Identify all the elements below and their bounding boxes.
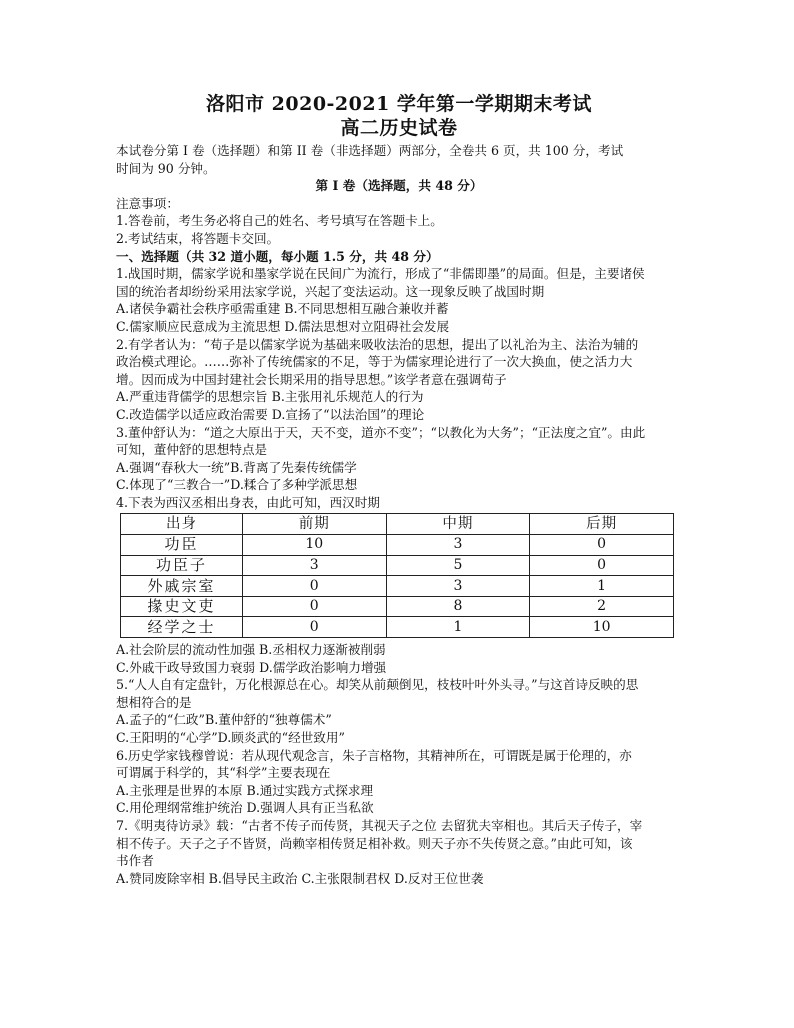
table-row [121, 617, 674, 638]
question-text: 国的统治者却纷纷采用法家学说，兴起了变法运动。这一现象反映了战国时期 [116, 283, 545, 299]
question-options: C.儒家顺应民意成为主流思想 D.儒法思想对立阻碍社会发展 [116, 318, 450, 334]
question-options: C.体现了“三教合一”D.糅合了多种学派思想 [116, 477, 358, 493]
notes-heading: 注意事项： [116, 195, 179, 211]
question-6 [116, 747, 682, 817]
table-cell: 0 [530, 555, 674, 576]
question-options: A.诸侯争霸社会秩序亟需重建 B.不同思想相互融合兼收并蓄 [116, 301, 449, 317]
question-options: C.王阳明的“心学”D.顾炎武的“经世致用” [116, 730, 345, 745]
table-cell: 0 [242, 617, 386, 638]
question-text: 1.战国时期，儒家学说和墨家学说在民间广为流行，形成了“非儒即墨”的局面。但是，主要诸侯 [116, 266, 645, 282]
table-cell: 外戚宗室 [121, 576, 243, 597]
question-text: 6.历史学家钱穆曾说：若从现代观念言，朱子言格物，其精神所在，可谓既是属于伦理的，亦 [116, 747, 632, 763]
table-row [121, 555, 674, 576]
table-header-row [121, 514, 674, 535]
exam-subtitle: 高二历史试卷 [340, 117, 458, 139]
table-cell: 3 [242, 555, 386, 576]
question-text: 政治模式理论。……弥补了传统儒家的不足，等于为儒家理论进行了一次大换血，使之活力大 [116, 354, 633, 370]
note-item: 2.考试结束，将答题卡交回。 [116, 230, 280, 246]
question-options: A.孟子的“仁政”B.董仲舒的“独尊儒术” [116, 712, 332, 728]
question-text: 增。因而成为中国封建社会长期采用的指导思想。”该学者意在强调荀子 [116, 371, 507, 387]
table-cell: 1 [386, 617, 530, 638]
table-cell: 经学之士 [121, 617, 243, 638]
table-cell: 8 [386, 596, 530, 617]
question-options: A.赞同废除宰相 B.倡导民主政治 C.主张限制君权 D.反对王位世袭 [116, 870, 484, 886]
table-cell: 3 [386, 535, 530, 556]
table-row [121, 596, 674, 617]
table-cell: 0 [530, 535, 674, 556]
question-text: 5.“人人自有定盘针，万化根源总在心。却笑从前颠倒见，枝枝叶叶外头寻。”与这首诗反映的思 [116, 677, 639, 693]
question-text: 可谓属于科学的，其“科学”主要表现在 [116, 765, 331, 781]
question-2 [116, 336, 682, 424]
question-4 [116, 494, 682, 676]
intro-line: 本试卷分第 I 卷（选择题）和第 II 卷（非选择题）两部分，全卷共 6 页，共 100 分，考试 [116, 143, 624, 158]
question-options: A.主张理是世界的本原 B.通过实践方式探求理 [116, 782, 374, 798]
table-header-cell: 出身 [121, 514, 243, 535]
section-title: 第 I 卷（选择题，共 48 分） [315, 178, 483, 194]
question-text: 想相符合的是 [116, 694, 192, 710]
table-row [121, 535, 674, 556]
table-cell: 3 [386, 576, 530, 597]
table-cell: 0 [242, 576, 386, 597]
table-cell: 10 [242, 535, 386, 556]
question-options: A.社会阶层的流动性加强 B.丞相权力逐渐被削弱 [116, 642, 386, 658]
question-text: 4.下表为西汉丞相出身表，由此可知，西汉时期 [116, 494, 380, 510]
chancellor-origin-table [120, 513, 674, 638]
table-header-cell: 前期 [242, 514, 386, 535]
table-cell: 掾史文吏 [121, 596, 243, 617]
question-7 [116, 817, 682, 887]
question-options: C.外戚干政导致国力衰弱 D.儒学政治影响力增强 [116, 659, 387, 675]
table-cell: 1 [530, 576, 674, 597]
question-options: A.强调“春秋大一统”B.背离了先秦传统儒学 [116, 459, 357, 475]
question-text: 3.董仲舒认为：“道之大原出于天，天不变，道亦不变”；“以教化为大务”；“正法度之宜”。由此 [116, 424, 646, 440]
question-text: 7.《明夷待访录》载：“古者不传子而传贤，其视天子之位 去留犹夫宰相也。其后天子传子，宰 [116, 817, 643, 833]
intro-line: 时间为 90 分钟。 [116, 160, 216, 176]
table-cell: 功臣子 [121, 555, 243, 576]
table-cell: 10 [530, 617, 674, 638]
question-text: 可知，董仲舒的思想特点是 [116, 442, 268, 458]
question-3 [116, 424, 682, 494]
question-options: C.用伦理纲常维护统治 D.强调人具有正当私欲 [116, 800, 374, 816]
table-header-cell: 后期 [530, 514, 674, 535]
exam-page [116, 92, 682, 887]
table-row [121, 576, 674, 597]
table-header-cell: 中期 [386, 514, 530, 535]
table-cell: 功臣 [121, 535, 243, 556]
table-cell: 5 [386, 555, 530, 576]
table-cell: 2 [530, 596, 674, 617]
note-item: 1.答卷前，考生务必将自己的姓名、考号填写在答题卡上。 [116, 213, 443, 229]
question-text: 书作者 [116, 853, 154, 869]
question-text: 2.有学者认为：“荀子是以儒家学说为基础来吸收法治的思想，提出了以礼治为主、法治为辅的 [116, 336, 639, 352]
question-options: A.严重违背儒学的思想宗旨 B.主张用礼乐规范人的行为 [116, 389, 424, 405]
question-1 [116, 265, 682, 335]
question-text: 相不传子。天子之子不皆贤，尚赖宰相传贤足相补救。则天子亦不失传贤之意。”由此可知，该 [116, 835, 633, 851]
table-cell: 0 [242, 596, 386, 617]
question-options: C.改造儒学以适应政治需要 D.宣扬了“以法治国”的理论 [116, 406, 425, 422]
exam-title: 洛阳市 2020-2021 学年第一学期期末考试 [206, 93, 592, 115]
part-heading: 一、选择题（共 32 道小题，每小题 1.5 分，共 48 分） [116, 248, 439, 264]
question-5 [116, 676, 682, 746]
